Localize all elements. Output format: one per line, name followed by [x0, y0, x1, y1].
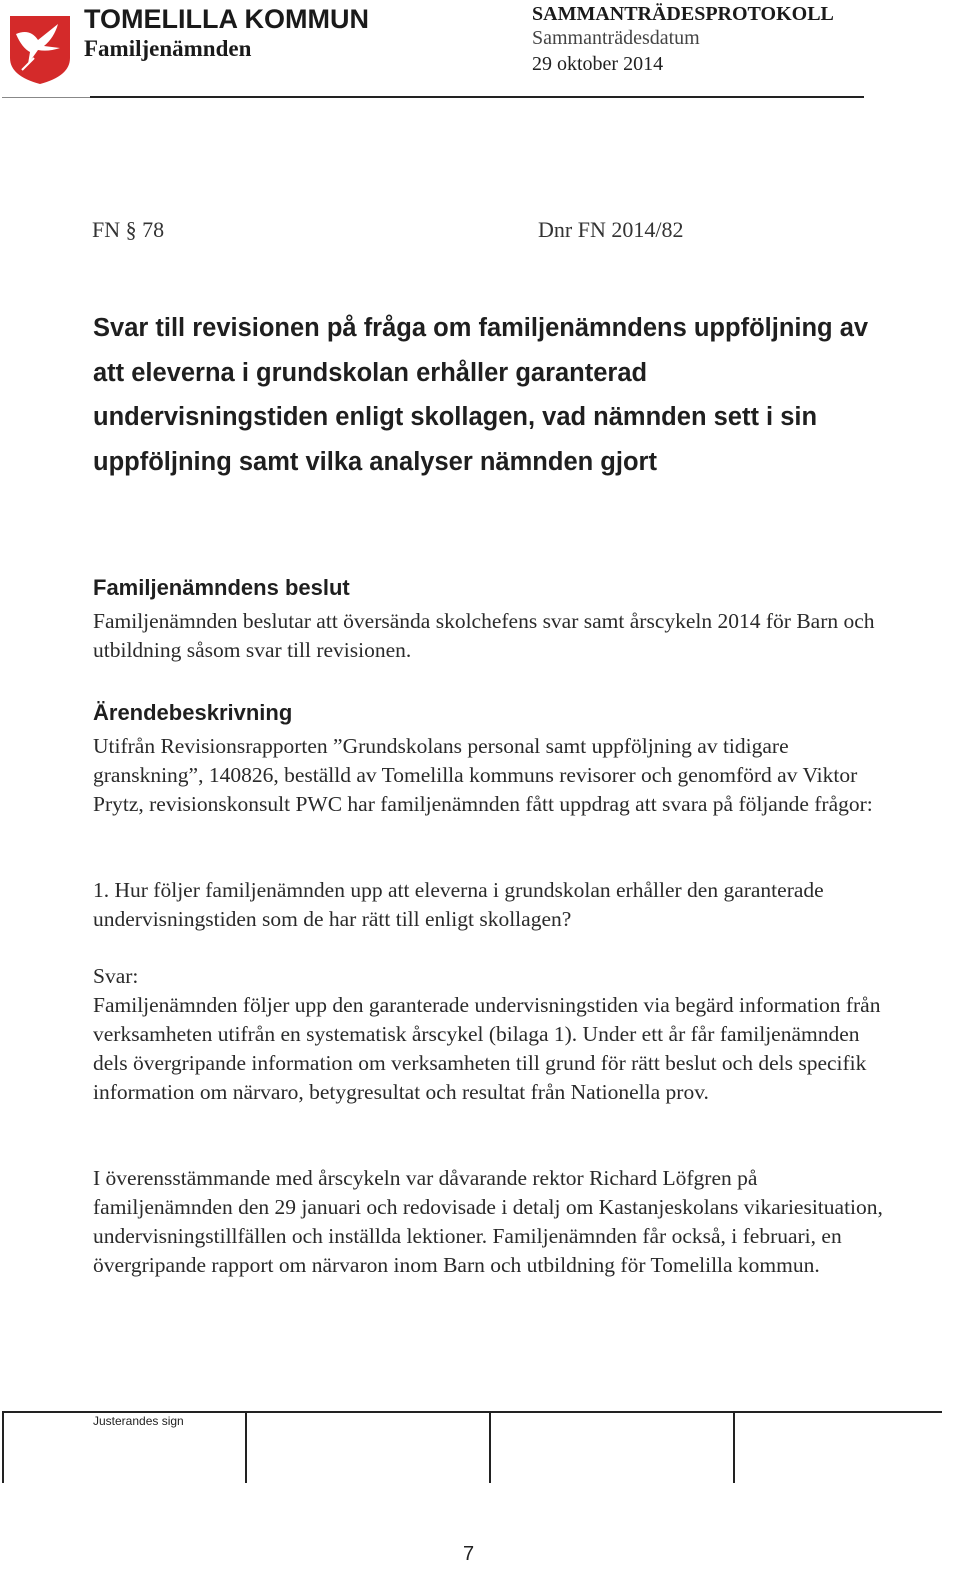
signature-box-divider [2, 1411, 4, 1483]
followup-text: I överensstämmande med årscykeln var dåvarande rektor Richard Löfgren på familjenämnden den 29 januari och redovisade i detalj om Kastanjeskolans vikariesituation, undervisningstillfällen och inställda lektioner. Familjenämnden får också, i februari, en övergripande rapport om närvaron inom Barn och utbildning för Tomelilla kommun. [93, 1166, 883, 1277]
coat-of-arms-icon [8, 14, 72, 86]
board-name: Familjenämnden [84, 36, 252, 61]
question-1: 1. Hur följer familjenämnden upp att eleverna i grundskolan erhåller den garanterade undervisningstiden som de har rätt till enligt skollagen? [93, 878, 824, 931]
meeting-date-label: Sammanträdesdatum [532, 27, 700, 49]
signature-box-divider [245, 1411, 247, 1483]
page-title: Svar till revisionen på fråga om familjenämndens uppföljning av att eleverna i grundskolan erhåller garanterad undervisningstiden enligt skollagen, vad nämnden sett i sin uppföljning samt vilka analyser nämnden gjort [93, 314, 869, 476]
answer-text: Familjenämnden följer upp den garanterade undervisningstiden via begärd information från verksamheten utifrån en systematisk årscykel (bilaga 1). Under ett år får familjenämnden dels övergripande information om verksamheten till grund för rätt beslut och dels specifik information om närvaro, betygresultat och resultat från Nationella prov. [93, 993, 881, 1104]
description-intro: Utifrån Revisionsrapporten ”Grundskolans personal samt uppföljning av tidigare granskning”, 140826, beställd av Tomelilla kommuns revisorer och genomförd av Viktor Prytz, revisionskonsult PWC har familjenämnden fått uppdrag att svara på följande frågor: [93, 734, 873, 816]
header-divider [90, 96, 864, 98]
page-number: 7 [463, 1543, 475, 1565]
organization-name: TOMELILLA KOMMUN [84, 4, 369, 34]
signature-box-top [2, 1411, 942, 1413]
case-number: Dnr FN 2014/82 [538, 217, 684, 242]
meeting-date: 29 oktober 2014 [532, 53, 664, 75]
answer-label: Svar: [93, 964, 139, 988]
decision-text: Familjenämnden beslutar att översända skolchefens svar samt årscykeln 2014 för Barn och utbildning såsom svar till revisionen. [93, 609, 875, 662]
signature-box-divider [733, 1411, 735, 1483]
section-reference: FN § 78 [92, 217, 165, 242]
decision-heading: Familjenämndens beslut [93, 575, 350, 600]
header-divider-left [2, 97, 90, 98]
signature-box-divider [489, 1411, 491, 1483]
document-type: SAMMANTRÄDESPROTOKOLL [532, 3, 834, 25]
signature-label: Justerandes sign [93, 1414, 184, 1428]
description-heading: Ärendebeskrivning [93, 700, 293, 725]
